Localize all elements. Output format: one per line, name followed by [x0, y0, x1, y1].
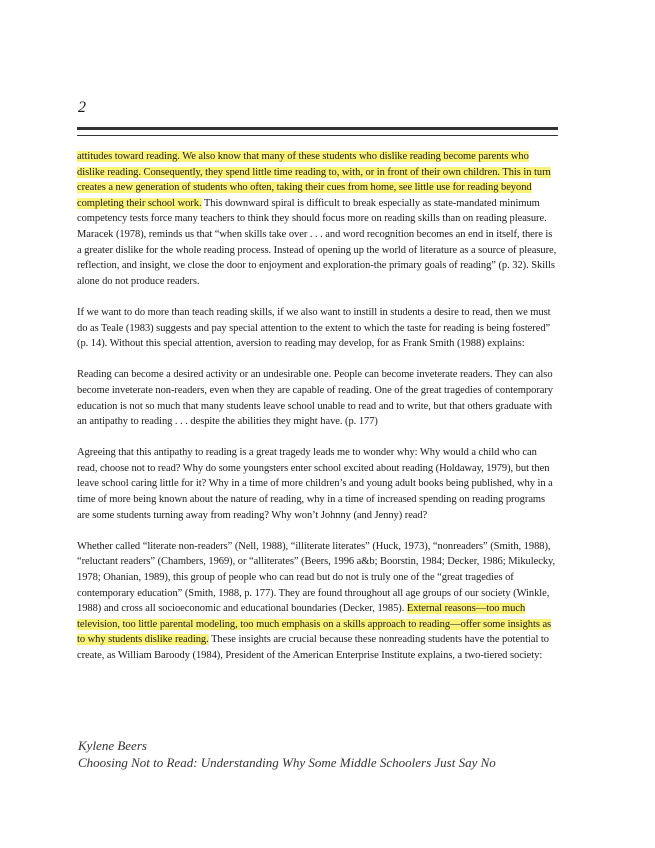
highlighted-text: External reasons—too much television, too little parental modeling, too much emphasis on a skills approach to reading—offer some insights as to why students dislike reading.: [77, 603, 552, 646]
paragraph-4: [77, 539, 559, 664]
paragraph-2: If we want to do more than teach reading skills, if we also want to instill in students a desire to read, then we must do as Teale (1983) suggests and pay special attention to the extent to which the taste for reading is being fostered” (p. 14). Without this special attention, aversion to reading may develop, for as Frank Smith (1988) explains:: [77, 306, 551, 350]
header-rule-thin: [77, 135, 558, 136]
footer: [78, 737, 496, 771]
body-text: [77, 149, 559, 679]
paragraph-3: Agreeing that this antipathy to reading is a great tragedy leads me to wonder why: Why would a child who can read, choose not to read? Why do some youngsters enter school excited about reading (Holdaway, 1979), but then leave school caring little for it? Why in a time of more children’s and young adult books being published, why in a time of more being known about the nature of reading, why in a time of increased spending on reading programs are some students turning away from reading? Why won’t Johnny (and Jenny) read?: [77, 447, 553, 521]
paragraph-text: This downward spiral is difficult to break especially as state-mandated minimum competency tests force many teachers to think they should focus more on reading skills than on reading pleasure. Maracek (1978), reminds us that “when skills take over . . . and word recognition becomes an end in itself, there is a greater dislike for the whole reading process. Instead of opening up the world of literature as a source of pleasure, reflection, and insight, we close the door to enjoyment and exploration-the primary goals of reading” (p. 32). Skills alone do not produce readers.: [77, 197, 557, 287]
header-rule-thick: [77, 127, 558, 130]
footer-author: Kylene Beers: [78, 738, 147, 753]
paragraph-text: Whether called “literate non-readers” (Nell, 1988), “illiterate literates” (Huck, 1973), “nonreaders” (Smith, 1988), “reluctant readers” (Chambers, 1969), or “alliterates” (Beers, 1996 a&b; Boorstin, 1984; Decker, 1986; Mikulecky, 1978; Ohanian, 1989), this group of people who can read but do not is truly one of the “great tragedies of contemporary education” (Smith, 1988, p. 177). They are found throughout all age groups of our society (Winkle, 1988) and cross all socioeconomic and educational boundaries (Decker, 1985).: [77, 540, 556, 615]
block-quote: Reading can become a desired activity or an undesirable one. People can become inveterate readers. They can also become inveterate non-readers, even when they are capable of reading. One of the great tragedies of contemporary education is not so much that many students leave school unable to read and to write, but that others graduate with an antipathy to reading . . . despite the abilities they might have. (p. 177): [77, 369, 554, 428]
page-number: 2: [78, 99, 86, 116]
paragraph-text: These insights are crucial because these nonreading students have the potential to create, as William Baroody (1984), President of the American Enterprise Institute explains, a two-tiered society:: [77, 634, 549, 661]
paragraph-1: [77, 149, 559, 289]
footer-title: Choosing Not to Read: Understanding Why Some Middle Schoolers Just Say No: [78, 755, 496, 770]
highlighted-text: attitudes toward reading. We also know that many of these students who dislike reading become parents who dislike reading. Consequently, they spend little time reading to, with, or in front of their own children. This in turn creates a new generation of students who often, taking their cues from home, see little use for reading beyond completing their school work.: [77, 151, 551, 209]
